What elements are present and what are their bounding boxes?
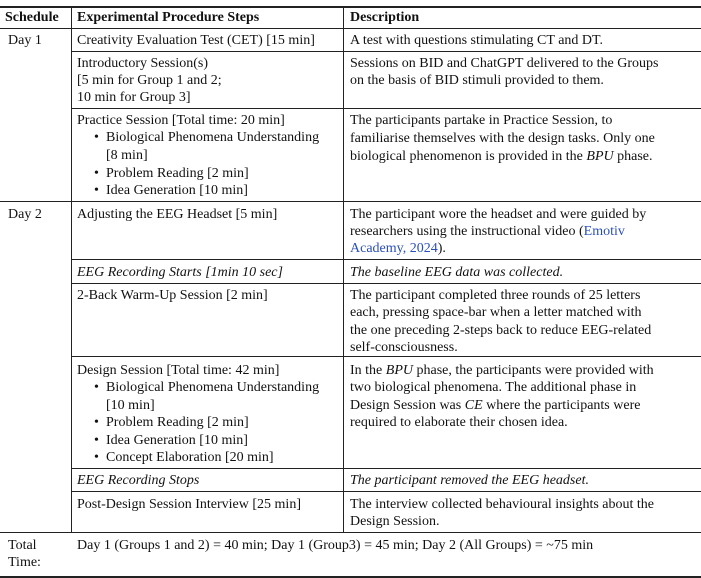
design-step: Design Session [Total time: 42 min] [77,363,280,378]
warmup-desc: self-consciousness. [350,340,458,355]
header-rule [0,28,701,29]
day2-label: Day 2 [8,207,42,222]
design-bullet: • Idea Generation [10 min] [94,433,248,448]
intro-step: 10 min for Group 3] [77,90,191,105]
total-label: Total [8,538,37,553]
eeg-start-desc: The baseline EEG data was collected. [350,265,564,280]
eeg-adjust-desc: The participant wore the headset and were guided by [350,207,647,222]
total-text: Day 1 (Groups 1 and 2) = 40 min; Day 1 (Group3) = 45 min; Day 2 (All Groups) = ~75 min [77,538,594,553]
warmup-step: 2-Back Warm-Up Session [2 min] [77,288,268,303]
row-rule [71,259,701,260]
total-label: Time: [8,555,41,570]
intro-desc: Sessions on BID and ChatGPT delivered to the Groups [350,56,659,71]
eeg-adjust-desc: researchers using the instructional video (Emotiv [350,224,625,239]
design-desc: Design Session was CE where the participants were [350,398,641,413]
practice-step: Practice Session [Total time: 20 min] [77,113,285,128]
eeg-stop-step: EEG Recording Stops [77,473,200,488]
practice-bullet-cont: [8 min] [106,148,148,163]
intro-desc: on the basis of BID stimuli provided to them. [350,73,604,88]
design-bullet-cont: [10 min] [106,398,155,413]
practice-bullet: • Problem Reading [2 min] [94,166,249,181]
warmup-desc: The participant completed three rounds of 25 letters [350,288,641,303]
column-rule [71,6,72,532]
row-rule [71,356,701,357]
header-description: Description [350,10,420,25]
bottom-rule [0,576,701,578]
practice-desc: biological phenomenon is provided in the BPU phase. [350,149,653,164]
total-rule [0,532,701,533]
warmup-desc: the one preceding 2-steps back to reduce EEG-related [350,323,652,338]
eeg-stop-desc: The participant removed the EEG headset. [350,473,589,488]
interview-desc: The interview collected behavioural insights about the [350,497,655,512]
interview-desc: Design Session. [350,514,440,529]
design-desc: two biological phenomena. The additional phase in [350,380,637,395]
design-bullet: • Concept Elaboration [20 min] [94,450,274,465]
design-desc: required to elaborate their chosen idea. [350,415,568,430]
practice-bullet: • Idea Generation [10 min] [94,183,248,198]
intro-step: Introductory Session(s) [77,56,209,71]
citation-link[interactable]: Emotiv [583,224,625,239]
practice-bullet: • Biological Phenomena Understanding [94,130,320,145]
row-rule [71,283,701,284]
eeg-adjust-desc: Academy, 2024). [350,241,446,256]
day-rule [0,201,701,202]
citation-link[interactable]: Academy, 2024 [350,241,438,256]
intro-step: [5 min for Group 1 and 2; [77,73,222,88]
row-rule [71,491,701,492]
design-desc: In the BPU phase, the participants were provided with [350,363,654,378]
day1-label: Day 1 [8,33,42,48]
eeg-adjust-step: Adjusting the EEG Headset [5 min] [77,207,278,222]
interview-step: Post-Design Session Interview [25 min] [77,497,301,512]
practice-desc: The participants partake in Practice Session, to [350,113,613,128]
cet-step: Creativity Evaluation Test (CET) [15 min] [77,33,315,48]
header-schedule: Schedule [5,10,59,25]
cet-desc: A test with questions stimulating CT and DT. [350,33,604,48]
row-rule [71,108,701,109]
column-rule [343,6,344,532]
eeg-start-step: EEG Recording Starts [1min 10 sec] [77,265,283,280]
top-rule [0,6,701,8]
row-rule [71,51,701,52]
practice-desc: familiarise themselves with the design tasks. Only one [350,131,655,146]
row-rule [71,468,701,469]
design-bullet: • Biological Phenomena Understanding [94,380,320,395]
design-bullet: • Problem Reading [2 min] [94,415,249,430]
warmup-desc: each, pressing space-bar when a letter matched with [350,305,642,320]
header-steps: Experimental Procedure Steps [77,10,260,25]
